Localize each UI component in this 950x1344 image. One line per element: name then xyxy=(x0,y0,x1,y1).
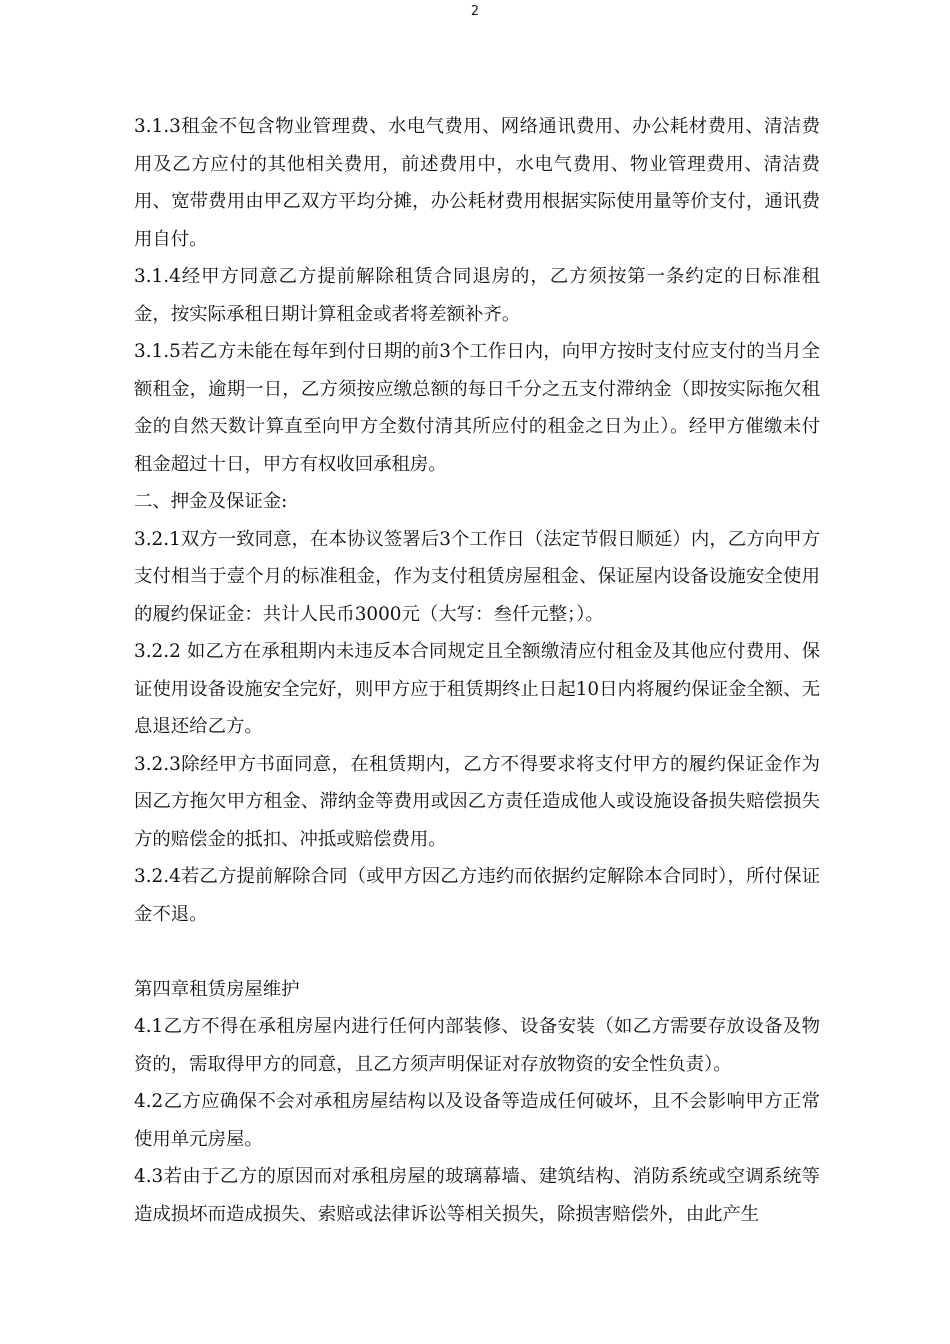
clause-3-1-4: 3.1.4经甲方同意乙方提前解除租赁合同退房的，乙方须按第一条约定的日标准租金，按实际承租日期计算租金或者将差额补齐。 xyxy=(134,266,820,325)
section-heading-deposit: 二、押金及保证金: xyxy=(134,491,288,512)
document-body xyxy=(134,108,820,1233)
clause-4-3: 4.3若由于乙方的原因而对承租房屋的玻璃幕墙、建筑结构、消防系统或空调系统等造成损坏而造成损失、索赔或法律诉讼等相关损失，除损害赔偿外，由此产生 xyxy=(134,1166,820,1225)
page-number: 2 xyxy=(470,4,480,19)
clause-3-2-3: 3.2.3除经甲方书面同意，在租赁期内，乙方不得要求将支付甲方的履约保证金作为因乙方拖欠甲方租金、滞纳金等费用或因乙方责任造成他人或设施设备损失赔偿损失方的赔偿金的抵扣、冲抵或赔偿费用。 xyxy=(134,753,820,850)
clause-3-1-5: 3.1.5若乙方未能在每年到付日期的前3个工作日内，向甲方按时支付应支付的当月全额租金，逾期一日，乙方须按应缴总额的每日千分之五支付滞纳金（即按实际拖欠租金的自然天数计算直至向甲方全数付清其所应付的租金之日为止）。经甲方催缴未付租金超过十日，甲方有权收回承租房。 xyxy=(134,341,820,475)
clause-4-1: 4.1乙方不得在承租房屋内进行任何内部装修、设备安装（如乙方需要存放设备及物资的，需取得甲方的同意，且乙方须声明保证对存放物资的安全性负责）。 xyxy=(134,1016,820,1075)
clause-3-2-2: 3.2.2 如乙方在承租期内未违反本合同规定且全额缴清应付租金及其他应付费用、保证使用设备设施安全完好，则甲方应于租赁期终止日起10日内将履约保证金全额、无息退还给乙方。 xyxy=(134,641,820,737)
clause-4-2: 4.2乙方应确保不会对承租房屋结构以及设备等造成任何破坏，且不会影响甲方正常使用单元房屋。 xyxy=(134,1091,820,1150)
clause-3-1-3: 3.1.3租金不包含物业管理费、水电气费用、网络通讯费用、办公耗材费用、清洁费用及乙方应付的其他相关费用，前述费用中，水电气费用、物业管理费用、清洁费用、宽带费用由甲乙双方平均分摊，办公耗材费用根据实际使用量等价支付，通讯费用自付。 xyxy=(134,116,820,250)
clause-3-2-4: 3.2.4若乙方提前解除合同（或甲方因乙方违约而依据约定解除本合同时），所付保证金不退。 xyxy=(134,866,820,925)
chapter-heading-4: 第四章租赁房屋维护 xyxy=(134,978,300,1000)
blank-line xyxy=(134,933,820,971)
clause-3-2-1: 3.2.1双方一致同意，在本协议签署后3个工作日（法定节假日顺延）内，乙方向甲方支付相当于壹个月的标准租金，作为支付租赁房屋租金、保证屋内设备设施安全使用的履约保证金：共计人民币3000元（大写：叁仟元整；）。 xyxy=(134,528,820,625)
